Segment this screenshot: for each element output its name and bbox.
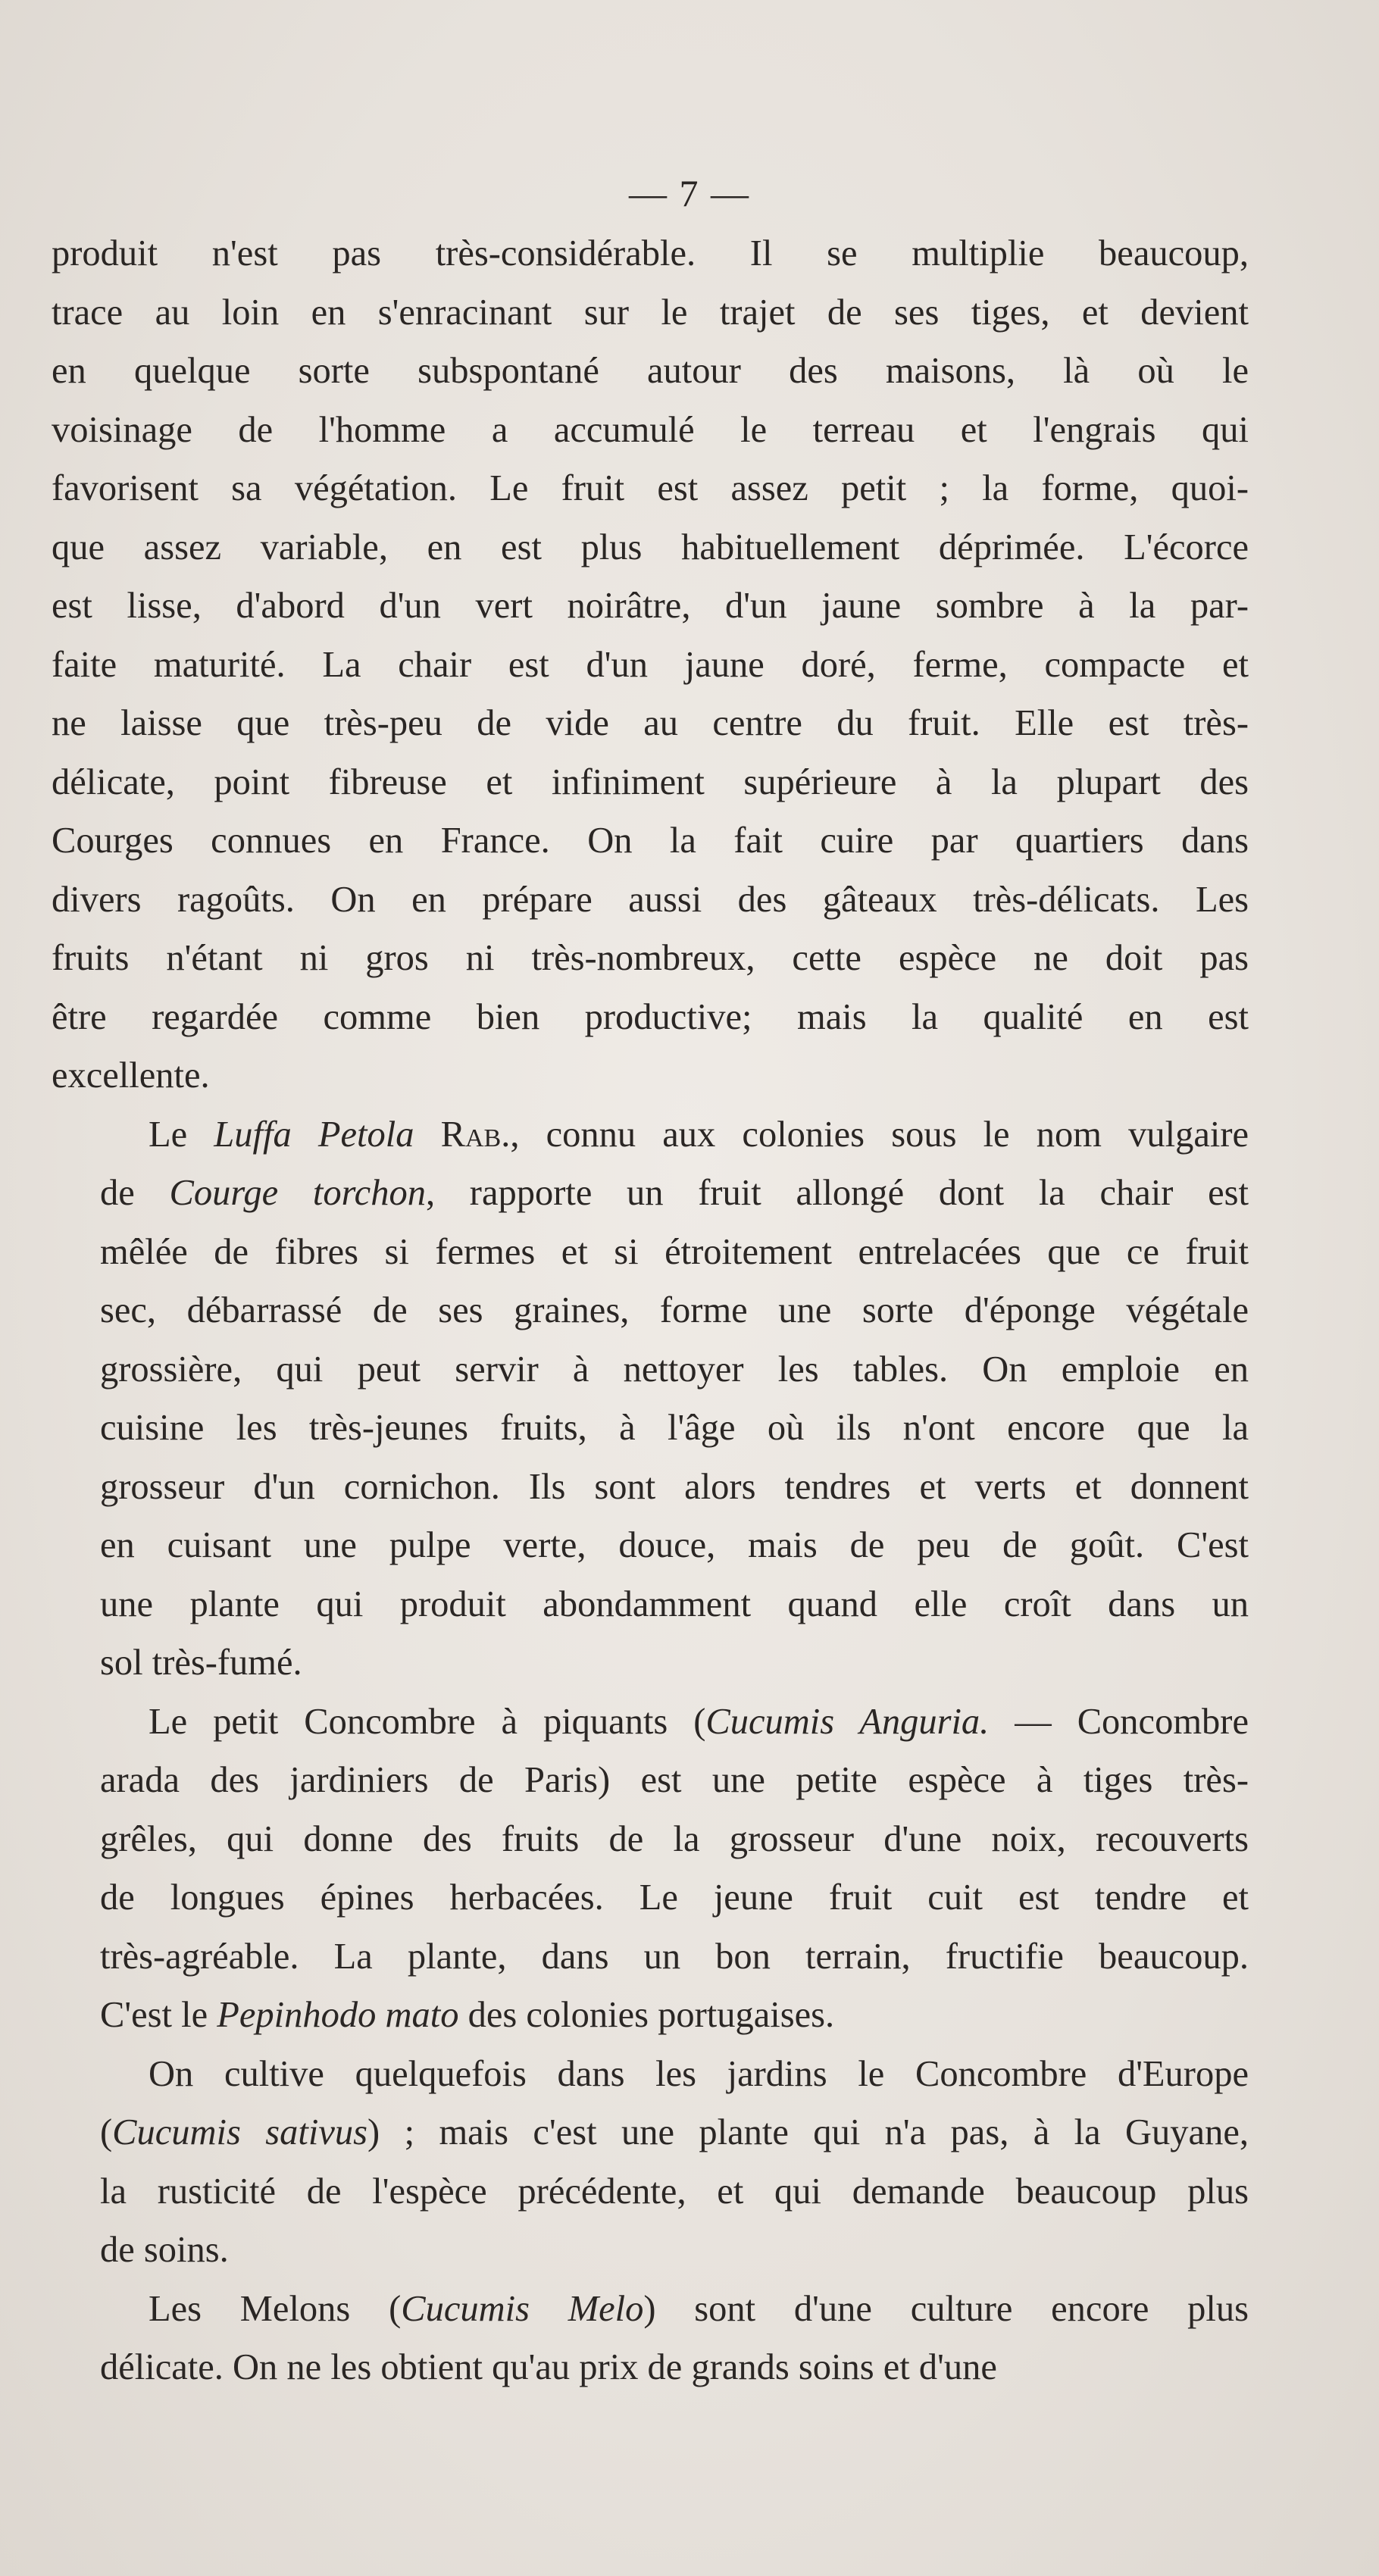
text-segment: la rusticité de l'espèce précédente, et qui demande beaucoup plus [100,2171,1249,2212]
text-segment: , connu aux colonies sous le nom vulgaire [510,1114,1249,1155]
text-line [52,1868,1249,1927]
text-segment: ) sont d'une culture encore plus [643,2288,1249,2329]
text-segment: est lisse, d'abord d'un vert noirâtre, d'un jaune sombre à la par- [52,586,1249,626]
text-segment: ( [100,2112,113,2152]
paragraph [52,224,1249,1105]
text-line [52,2221,1249,2280]
text-line [52,1223,1249,1282]
text-segment: mêlée de fibres si fermes et si étroitement entrelacées que ce fruit [100,1231,1249,1272]
text-line [52,636,1249,695]
text-segment: en quelque sorte subspontané autour des maisons, là où le [52,351,1249,391]
text-segment: Le petit Concombre à piquants ( [149,1701,706,1742]
text-line [52,1633,1249,1693]
text-segment: Le [149,1114,214,1155]
text-line [52,2162,1249,2221]
paragraph [52,1105,1249,1693]
body-text [52,224,1249,2397]
italic-term: Cucumis sativus [112,2112,368,2152]
text-line [52,753,1249,812]
text-line [52,2280,1249,2339]
text-line [52,342,1249,401]
text-segment: — Concombre [989,1701,1249,1742]
italic-term: Courge torchon [169,1173,426,1213]
text-line [52,459,1249,518]
text-segment: C'est le [100,1995,217,2035]
text-line [52,1046,1249,1105]
text-line [52,2338,1249,2397]
text-segment: des colonies portugaises. [458,1995,835,2035]
text-line [52,871,1249,930]
text-segment: cuisine les très-jeunes fruits, à l'âge où ils n'ont encore que la [100,1408,1249,1448]
text-line [52,2103,1249,2162]
text-line [52,224,1249,283]
text-line [52,577,1249,636]
text-line [52,1927,1249,1987]
text-segment: Rab. [440,1114,511,1155]
italic-term: Cucumis Melo [401,2288,644,2329]
text-line [52,811,1249,871]
text-segment: favorisent sa végétation. Le fruit est assez petit ; la forme, quoi- [52,468,1249,508]
text-segment: arada des jardiniers de Paris) est une petite espèce à tiges très- [100,1760,1249,1800]
text-segment: On cultive quelquefois dans les jardins le Concombre d'Europe [149,2053,1249,2094]
text-segment: de soins. [100,2230,229,2270]
text-line [52,929,1249,988]
text-segment: voisinage de l'homme a accumulé le terreau et l'engrais qui [52,409,1249,450]
text-segment: faite maturité. La chair est d'un jaune doré, ferme, compacte et [52,644,1249,685]
paragraph [52,1693,1249,2045]
text-line [52,988,1249,1047]
text-segment: , rapporte un fruit allongé dont la chair est [425,1173,1249,1213]
text-segment: trace au loin en s'enracinant sur le trajet de ses tiges, et devient [52,292,1249,333]
text-line [52,1575,1249,1634]
text-segment: très-agréable. La plante, dans un bon terrain, fructifie beaucoup. [100,1936,1249,1977]
text-line [52,1399,1249,1458]
text-segment: sol très-fumé. [100,1643,302,1683]
text-line [52,1105,1249,1165]
text-segment: en cuisant une pulpe verte, douce, mais de peu de goût. C'est [100,1525,1249,1565]
text-line [52,694,1249,753]
text-line [52,1281,1249,1340]
text-segment: sec, débarrassé de ses graines, forme une sorte d'éponge végétale [100,1290,1249,1330]
text-segment: divers ragoûts. On en prépare aussi des gâteaux très-délicats. Les [52,879,1249,920]
text-segment: produit n'est pas très-considérable. Il se multiplie beaucoup, [52,233,1249,274]
text-segment: ) ; mais c'est une plante qui n'a pas, à la Guyane, [367,2112,1249,2152]
page-number: — 7 — [629,172,750,214]
text-segment: fruits n'étant ni gros ni très-nombreux, cette espèce ne doit pas [52,938,1249,978]
text-segment: délicate, point fibreuse et infiniment supérieure à la plupart des [52,761,1249,802]
text-segment: être regardée comme bien productive; mais la qualité en est [52,996,1249,1037]
text-segment: ne laisse que très-peu de vide au centre du fruit. Elle est très- [52,703,1249,743]
text-segment: grossière, qui peut servir à nettoyer les tables. On emploie en [100,1349,1249,1390]
text-line [52,1458,1249,1517]
text-line [52,1516,1249,1575]
text-segment: de longues épines herbacées. Le jeune fruit cuit est tendre et [100,1877,1249,1918]
paragraph [52,2045,1249,2280]
italic-term: Luffa Petola [214,1114,414,1155]
text-line [52,1751,1249,1810]
text-segment: que assez variable, en est plus habituellement déprimée. L'écorce [52,527,1249,567]
text-line [52,518,1249,577]
paragraph [52,2280,1249,2397]
text-line [52,283,1249,342]
text-segment: de [100,1173,170,1213]
text-line [52,1810,1249,1869]
text-segment: Les Melons ( [149,2288,402,2329]
text-segment [414,1114,440,1155]
text-segment: une plante qui produit abondamment quand elle croît dans un [100,1583,1249,1624]
text-line [52,1164,1249,1223]
text-line [52,1340,1249,1399]
text-segment: Courges connues en France. On la fait cuire par quartiers dans [52,821,1249,861]
text-line [52,1693,1249,1752]
text-segment: grosseur d'un cornichon. Ils sont alors tendres et verts et donnent [100,1466,1249,1507]
italic-term: Cucumis Anguria. [705,1701,990,1742]
text-line [52,2045,1249,2104]
italic-term: Pepinhodo mato [217,1995,459,2035]
text-line [52,1986,1249,2045]
text-line [52,401,1249,460]
text-segment: grêles, qui donne des fruits de la grosseur d'une noix, recouverts [100,1818,1249,1859]
text-segment: délicate. On ne les obtient qu'au prix de grands soins et d'une [100,2347,997,2387]
text-segment: excellente. [52,1055,210,1096]
